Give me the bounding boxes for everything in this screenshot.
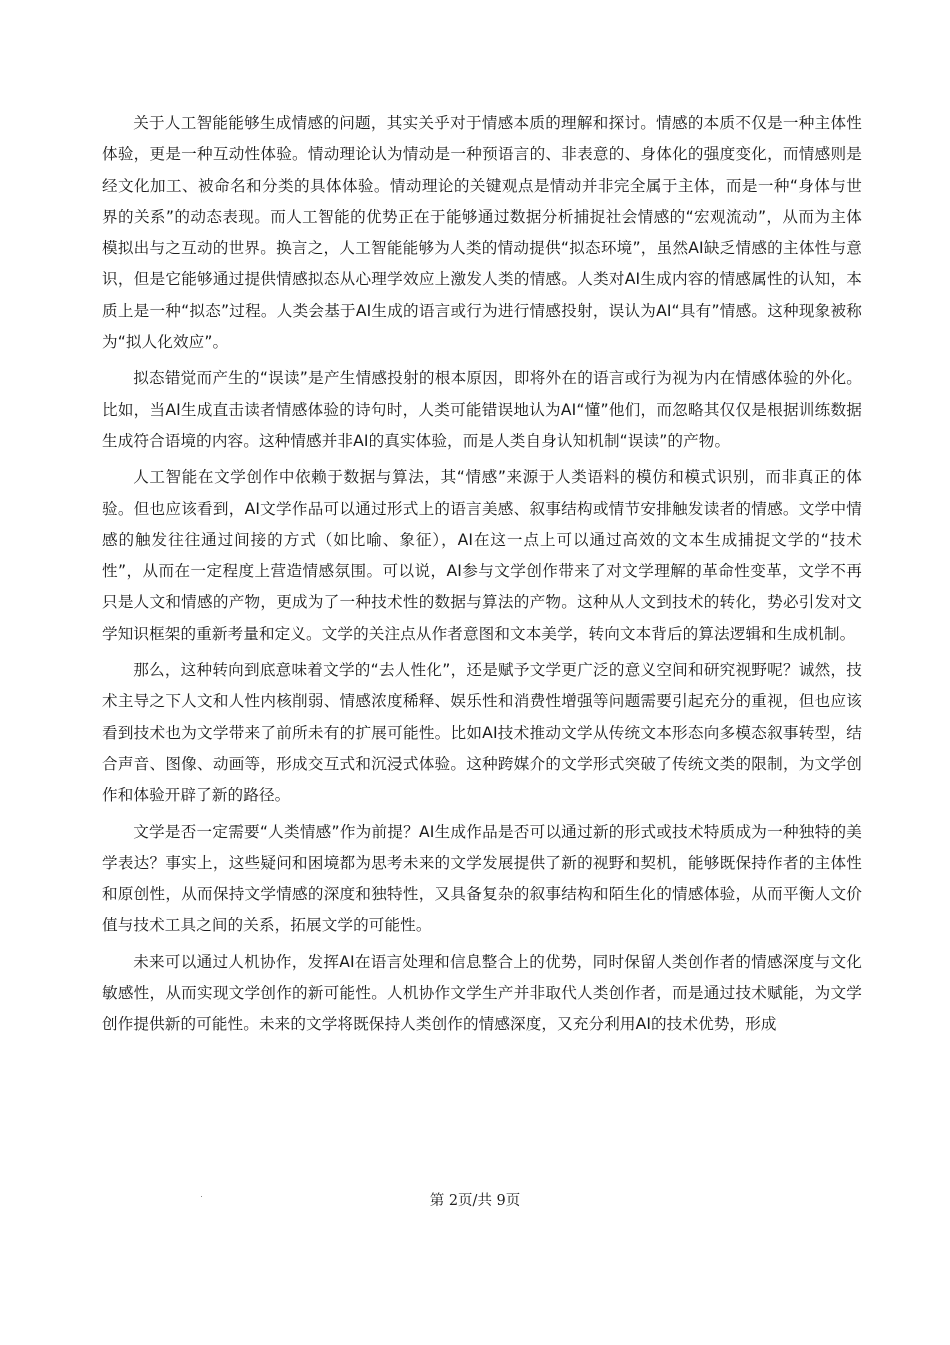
- paragraph-3: 人工智能在文学创作中依赖于数据与算法，其“情感”来源于人类语料的模仿和模式识别，而非真正的体验。但也应该看到，AI文学作品可以通过形式上的语言美感、叙事结构或情节安排触发读者的情感。文学中情感的触发往往通过间接的方式（如比喻、象征），AI在这一点上可以通过高效的文本生成捕捉文学的“技术性”，从而在一定程度上营造情感氛围。可以说，AI参与文学创作带来了对文学理解的革命性变革，文学不再只是人文和情感的产物，更成为了一种技术性的数据与算法的产物。这种从人文到技术的转化，势必引发对文学知识框架的重新考量和定义。文学的关注点从作者意图和文本美学，转向文本背后的算法逻辑和生成机制。: [102, 468, 862, 643]
- page-number: 第 2页/共 9页: [429, 1193, 521, 1209]
- paragraph-6: 未来可以通过人机协作，发挥AI在语言处理和信息整合上的优势，同时保留人类创作者的情感深度与文化敏感性，从而实现文学创作的新可能性。人机协作文学生产并非取代人类创作者，而是通过技术赋能，为文学创作提供新的可能性。未来的文学将既保持人类创作的情感深度，又充分利用AI的技术优势，形成: [102, 952, 862, 1034]
- body-text: [102, 108, 862, 1046]
- paragraph-1: 关于人工智能能够生成情感的问题，其实关乎对于情感本质的理解和探讨。情感的本质不仅是一种主体性体验，更是一种互动性体验。情动理论认为情动是一种预语言的、非表意的、身体化的强度变化，而情感则是经文化加工、被命名和分类的具体体验。情动理论的关键观点是情动并非完全属于主体，而是一种“身体与世界的关系”的动态表现。而人工智能的优势正在于能够通过数据分析捕捉社会情感的“宏观流动”，从而为主体模拟出与之互动的世界。换言之，人工智能能够为人类的情动提供“拟态环境”，虽然AI缺乏情感的主体性与意识，但是它能够通过提供情感拟态从心理学效应上激发人类的情感。人类对AI生成内容的情感属性的认知，本质上是一种“拟态”过程。人类会基于AI生成的语言或行为进行情感投射，误认为AI“具有”情感。这种现象被称为“拟人化效应”。: [102, 114, 862, 352]
- paragraph-2: 拟态错觉而产生的“误读”是产生情感投射的根本原因，即将外在的语言或行为视为内在情感体验的外化。比如，当AI生成直击读者情感体验的诗句时，人类可能错误地认为AI“懂”他们，而忽略其仅仅是根据训练数据生成符合语境的内容。这种情感并非AI的真实体验，而是人类自身认知机制“误读”的产物。: [102, 369, 862, 450]
- paragraph-5: 文学是否一定需要“人类情感”作为前提？AI生成作品是否可以通过新的形式或技术特质成为一种独特的美学表达？事实上，这些疑问和困境都为思考未来的文学发展提供了新的视野和契机，能够既保持作者的主体性和原创性，从而保持文学情感的深度和独特性，又具备复杂的叙事结构和陌生化的情感体验，从而平衡人文价值与技术工具之间的关系，拓展文学的可能性。: [102, 822, 862, 935]
- paragraph-4: 那么，这种转向到底意味着文学的“去人性化”，还是赋予文学更广泛的意义空间和研究视野呢？诚然，技术主导之下人文和人性内核削弱、情感浓度稀释、娱乐性和消费性增强等问题需要引起充分的重视，但也应该看到技术也为文学带来了前所未有的扩展可能性。比如AI技术推动文学从传统文本形态向多模态叙事转型，结合声音、图像、动画等，形成交互式和沉浸式体验。这种跨媒介的文学形式突破了传统文类的限制，为文学创作和体验开辟了新的路径。: [102, 661, 862, 805]
